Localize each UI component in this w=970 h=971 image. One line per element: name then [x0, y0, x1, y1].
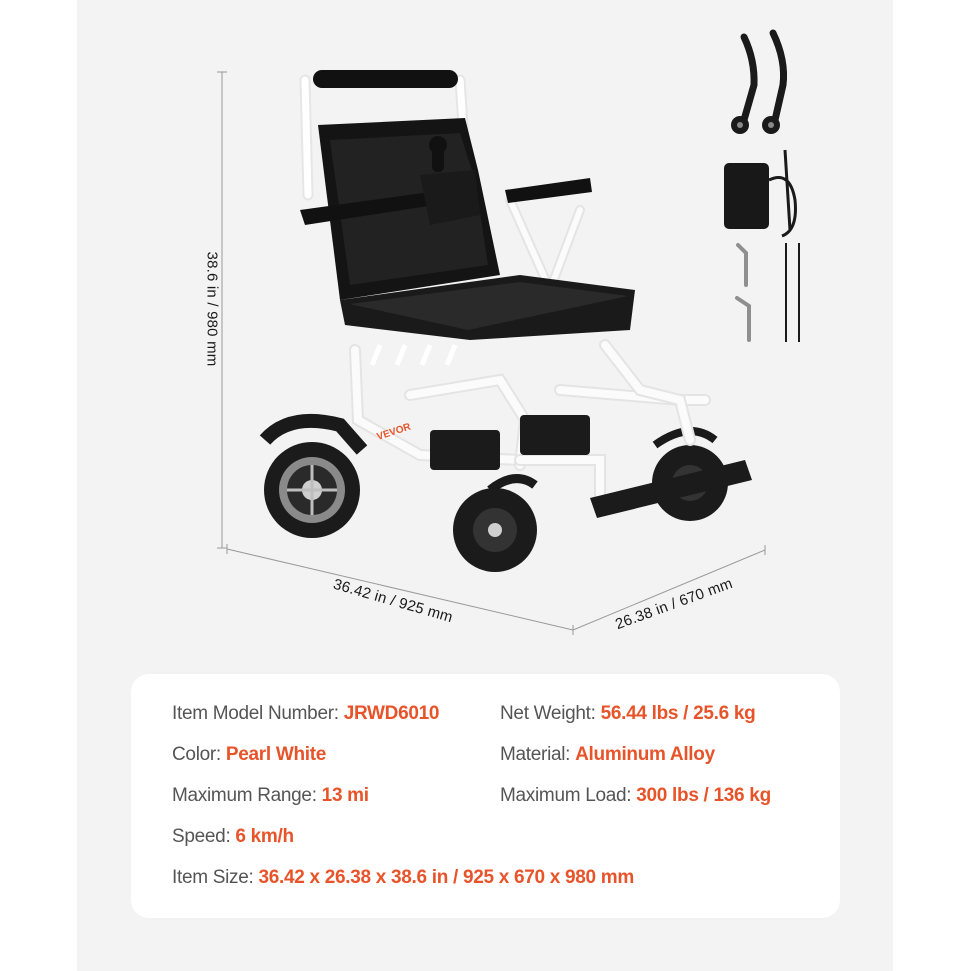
spec-speed — [172, 826, 294, 848]
rear-wheel — [264, 421, 362, 538]
spec-value: Aluminum Alloy — [575, 744, 715, 765]
spec-label: Maximum Range: — [172, 785, 322, 806]
width-dimension-label: 36.42 in / 925 mm — [331, 575, 455, 627]
spec-color — [172, 744, 326, 766]
front-caster-wheel — [453, 479, 537, 572]
spec-label: Maximum Load: — [500, 785, 637, 806]
spec-value: JRWD6010 — [343, 703, 440, 724]
specifications-card — [131, 674, 840, 918]
depth-dimension-label: 26.38 in / 670 mm — [613, 574, 735, 634]
brand-mark: VEVOR — [375, 421, 413, 443]
spec-value: 6 km/h — [235, 826, 294, 847]
accessory-handles — [744, 33, 784, 120]
spec-maximum-range — [172, 785, 369, 807]
spec-value: 13 mi — [321, 785, 369, 806]
spec-maximum-load — [500, 785, 771, 807]
spec-label: Item Size: — [172, 867, 259, 888]
spec-label: Item Model Number: — [172, 703, 344, 724]
spec-value: 56.44 lbs / 25.6 kg — [600, 703, 756, 724]
spec-item-size — [172, 867, 634, 889]
spec-label: Speed: — [172, 826, 236, 847]
spec-label: Net Weight: — [500, 703, 601, 724]
spec-value: Pearl White — [225, 744, 327, 765]
height-dimension-label: 38.6 in / 980 mm — [203, 251, 221, 367]
spec-net-weight — [500, 703, 755, 725]
charger-adapter — [724, 150, 795, 236]
hex-wrenches — [737, 245, 749, 340]
spec-material — [500, 744, 715, 766]
spec-label: Material: — [500, 744, 576, 765]
cable-ties — [786, 243, 799, 342]
spec-value: 300 lbs / 136 kg — [636, 785, 771, 806]
spec-value: 36.42 x 26.38 x 38.6 in / 925 x 670 x 980 mm — [258, 867, 634, 888]
spec-label: Color: — [172, 744, 226, 765]
spec-model-number — [172, 703, 439, 725]
